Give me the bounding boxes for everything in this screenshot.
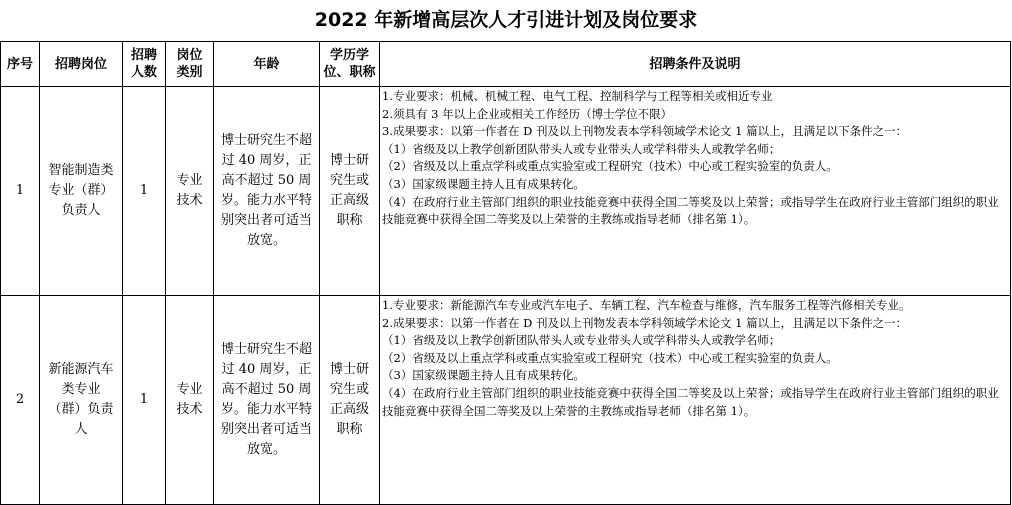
requirement-line: （3）国家级课题主持人且有成果转化。 [382,368,585,383]
header-position: 招聘岗位 [40,42,123,87]
row-category: 专业技术 [166,296,214,505]
row-position: 智能制造类专业（群）负责人 [40,87,123,296]
requirement-line: （1）省级及以上教学创新团队带头人或专业带头人或学科带头人或教学名师； [382,333,781,348]
row-count: 1 [123,296,166,505]
row-count: 1 [123,87,166,296]
row-age: 博士研究生不超过 40 周岁，正高不超过 50 周岁。能力水平特别突出者可适当放宽。 [214,296,320,505]
table-row [1,296,1011,505]
row-category: 专业技术 [166,87,214,296]
header-count: 招聘人数 [123,42,166,87]
table-row [1,87,1011,296]
requirement-line: （3）国家级课题主持人且有成果转化。 [382,176,585,191]
row-age: 博士研究生不超过 40 周岁，正高不超过 50 周岁。能力水平特别突出者可适当放宽。 [214,87,320,296]
header-requirements: 招聘条件及说明 [380,42,1011,87]
requirement-line: 2.须具有 3 年以上企业或相关工作经历（博士学位不限） [382,106,673,121]
requirement-line: 2.成果要求：以第一作者在 D 刊及以上刊物发表本学科领域学术论文 1 篇以上，且满足以下条件之一： [382,315,908,330]
requirement-line: 1.专业要求：新能源汽车专业或汽车电子、车辆工程、汽车检查与维修，汽车服务工程等汽修相关专业。 [382,298,911,312]
row-education: 博士研究生或正高级职称 [320,87,380,296]
requirement-line: （1）省级及以上教学创新团队带头人或专业带头人或学科带头人或教学名师； [382,141,781,156]
row-requirements [380,296,1011,505]
row-education: 博士研究生或正高级职称 [320,296,380,505]
requirement-line: （2）省级及以上重点学科或重点实验室或工程研究（技术）中心或工程实验室的负责人。 [382,350,838,365]
header-seq: 序号 [1,42,40,87]
row-seq: 1 [1,87,40,296]
requirement-line: （4）在政府行业主管部门组织的职业技能竞赛中获得全国二等奖及以上荣誉；或指导学生在政府行业主管部门组织的职业技能竞赛中获得全国二等奖及以上荣誉的主教练或指导老师（排名第 1）。 [382,385,999,418]
requirement-line: （4）在政府行业主管部门组织的职业技能竞赛中获得全国二等奖及以上荣誉；或指导学生在政府行业主管部门组织的职业技能竞赛中获得全国二等奖及以上荣誉的主教练或指导老师（排名第 1）。 [382,194,999,227]
header-age: 年龄 [214,42,320,87]
recruitment-table [0,41,1011,505]
requirement-line: （2）省级及以上重点学科或重点实验室或工程研究（技术）中心或工程实验室的负责人。 [382,159,838,174]
header-category: 岗位类别 [166,42,214,87]
row-seq: 2 [1,296,40,505]
row-position: 新能源汽车类专业（群）负责人 [40,296,123,505]
table-header-row [1,42,1011,87]
requirement-line: 3.成果要求：以第一作者在 D 刊及以上刊物发表本学科领域学术论文 1 篇以上，且满足以下条件之一： [382,124,908,139]
header-education: 学历学位、职称 [320,42,380,87]
requirement-line: 1.专业要求：机械、机械工程、电气工程、控制科学与工程等相关或相近专业 [382,89,773,103]
row-requirements [380,87,1011,296]
page-title: 2022 年新增高层次人才引进计划及岗位要求 [314,9,698,31]
